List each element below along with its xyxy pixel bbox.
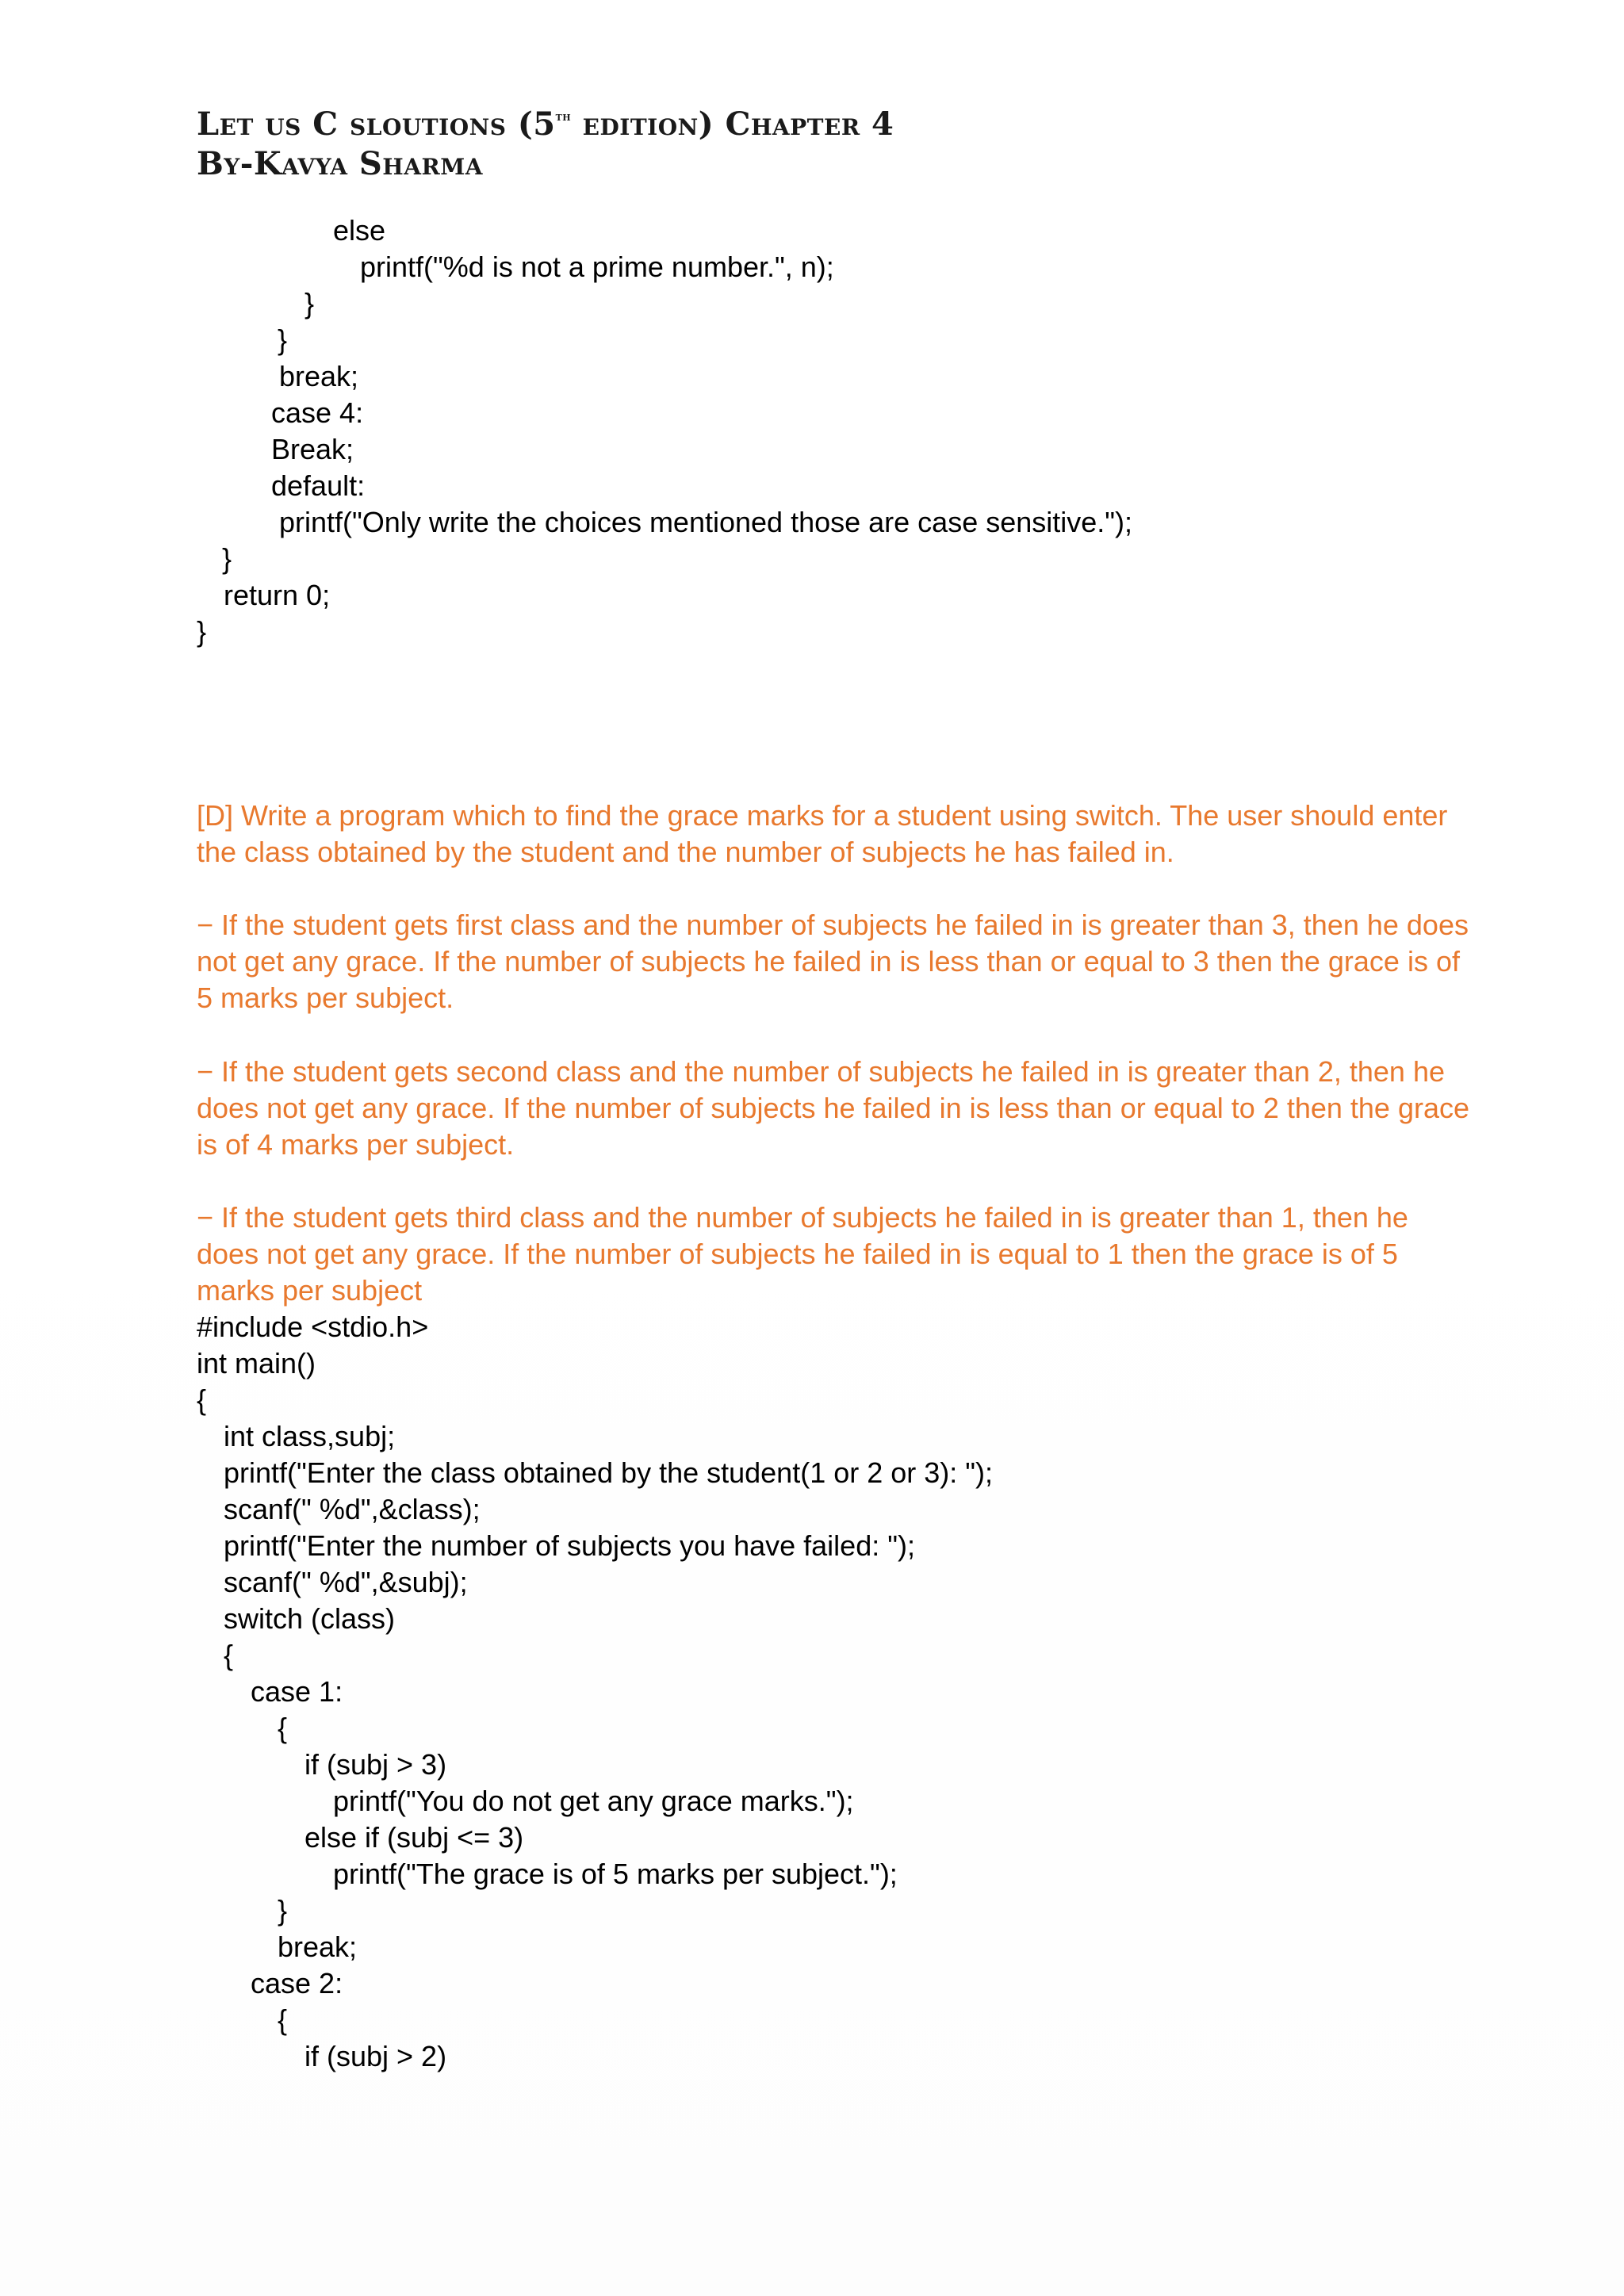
- code-line: printf("%d is not a prime number.", n);: [360, 251, 834, 283]
- code-line: }: [304, 287, 315, 320]
- header-author: By-Kavya Sharma: [197, 145, 483, 182]
- code-line: else if (subj <= 3): [304, 1821, 524, 1854]
- question-rule-1-line: not get any grace. If the number of subjects he failed in is less than or equal to 3 then the grace is of: [197, 945, 1460, 978]
- code-line: #include <stdio.h>: [197, 1311, 429, 1343]
- code-line: break;: [279, 360, 359, 392]
- code-line: }: [197, 615, 207, 648]
- code-line: {: [278, 1712, 288, 1744]
- question-intro-line: [D] Write a program which to find the grace marks for a student using switch. The user should enter: [197, 799, 1448, 832]
- code-line: scanf(" %d",&class);: [224, 1493, 481, 1525]
- code-line: {: [197, 1383, 207, 1416]
- question-rule-3-line: marks per subject: [197, 1274, 423, 1307]
- code-line: return 0;: [224, 579, 331, 611]
- code-line: Break;: [271, 433, 354, 465]
- code-line: switch (class): [224, 1602, 396, 1635]
- question-intro-line: the class obtained by the student and the number of subjects he has failed in.: [197, 836, 1174, 868]
- code-line: {: [224, 1639, 234, 1671]
- code-line: case 1:: [251, 1675, 343, 1708]
- code-line: }: [222, 542, 232, 575]
- document-header: [197, 97, 894, 184]
- code-line: default:: [271, 469, 366, 502]
- code-line: if (subj > 2): [304, 2040, 447, 2072]
- code-line: break;: [278, 1931, 358, 1963]
- question-rule-2-line: − If the student gets second class and the number of subjects he failed in is greater than 2, then he: [197, 1055, 1445, 1088]
- code-line: if (subj > 3): [304, 1748, 447, 1781]
- question-rule-2-line: does not get any grace. If the number of subjects he failed in is less than or equal to 2 then the grace: [197, 1092, 1470, 1124]
- code-line: printf("You do not get any grace marks.");: [333, 1785, 854, 1817]
- code-line: }: [278, 1894, 288, 1927]
- code-line: printf("Enter the number of subjects you have failed: ");: [224, 1529, 915, 1562]
- code-line: scanf(" %d",&subj);: [224, 1566, 468, 1598]
- header-title-text-end: edition) Chapter 4: [571, 105, 894, 143]
- code-line: int class,subj;: [224, 1420, 396, 1452]
- question-rule-2-line: is of 4 marks per subject.: [197, 1128, 515, 1161]
- code-line: int main(): [197, 1347, 316, 1380]
- code-line: printf("Only write the choices mentioned those are case sensitive.");: [279, 506, 1133, 538]
- question-rule-3-line: does not get any grace. If the number of subjects he failed in is equal to 1 then the grace is of 5: [197, 1238, 1398, 1270]
- question-rule-1-line: 5 marks per subject.: [197, 982, 454, 1014]
- header-title-text: Let us C sloutions (5: [197, 105, 556, 143]
- code-line: else: [333, 214, 386, 247]
- code-line: {: [278, 2003, 288, 2036]
- header-title-superscript: th: [555, 109, 572, 124]
- code-line: case 2:: [251, 1967, 343, 1999]
- question-rule-3-line: − If the student gets third class and the number of subjects he failed in is greater than 1, then he: [197, 1201, 1408, 1234]
- code-line: }: [278, 323, 288, 356]
- header-title: [197, 97, 894, 144]
- code-line: printf("The grace is of 5 marks per subject.");: [333, 1858, 898, 1890]
- question-rule-1-line: − If the student gets first class and the number of subjects he failed in is greater than 3, then he does: [197, 909, 1469, 941]
- code-line: printf("Enter the class obtained by the student(1 or 2 or 3): ");: [224, 1456, 994, 1489]
- code-line: case 4:: [271, 396, 364, 429]
